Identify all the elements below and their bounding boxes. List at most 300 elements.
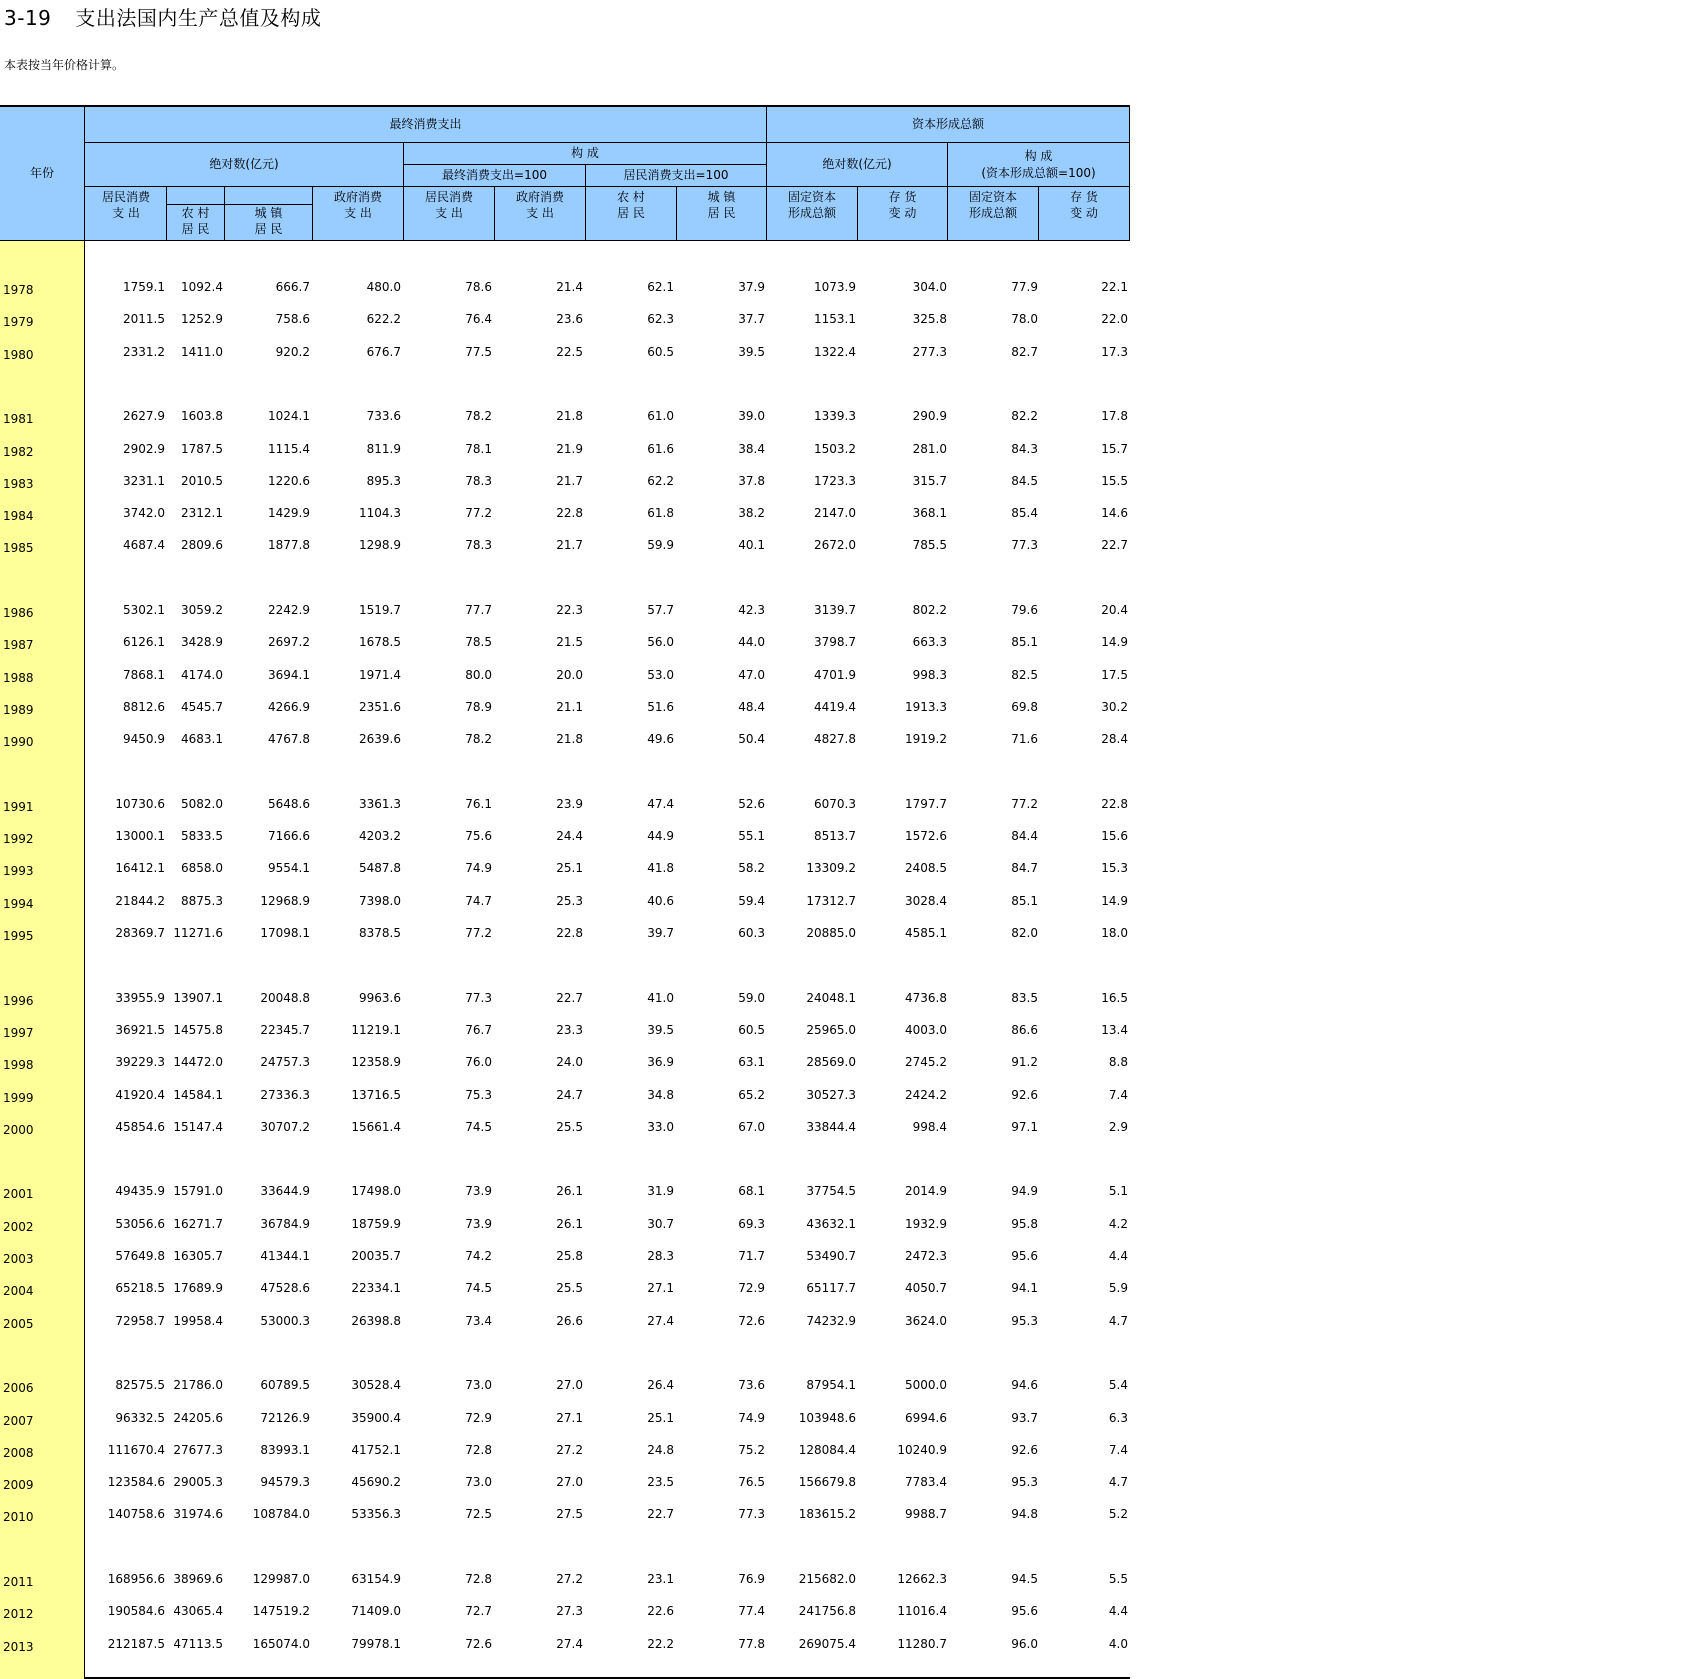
header-comp-household-line-2: 支 出 (435, 206, 463, 221)
cell-comp-rural: 36.9 (647, 1055, 674, 1070)
header-fixed-capital-line-1: 固定资本 (787, 190, 836, 204)
cell-rural: 2312.1 (181, 506, 223, 521)
cell-comp-household: 72.5 (465, 1507, 492, 1522)
cell-comp-urban: 42.3 (738, 603, 765, 617)
cell-comp-urban: 77.3 (738, 1507, 765, 1522)
cell-inventory: 368.1 (912, 506, 947, 521)
cell-government: 5487.8 (359, 861, 401, 876)
cell-comp-government: 22.3 (556, 603, 583, 617)
cell-comp-urban: 63.1 (738, 1055, 765, 1070)
cell-comp-rural: 61.0 (647, 409, 674, 424)
cell-comp-fixed: 95.6 (1011, 1604, 1038, 1619)
cell-urban: 147519.2 (252, 1604, 310, 1619)
cell-inventory: 3028.4 (905, 893, 947, 908)
cell-comp-inventory: 20.4 (1101, 603, 1128, 617)
cell-urban: 20048.8 (260, 990, 310, 1005)
cell-rural: 1092.4 (181, 280, 223, 294)
header-fc-comp-total-base-line-1: 最终消费支出=100 (442, 168, 547, 183)
cell-comp-fixed: 94.6 (1011, 1378, 1038, 1393)
cell-comp-urban: 59.0 (738, 990, 765, 1005)
cell-government: 811.9 (366, 441, 401, 456)
cell-comp-rural: 61.8 (647, 506, 674, 521)
cell-fixed-capital: 20885.0 (806, 926, 856, 940)
cell-rural: 3428.9 (181, 635, 223, 650)
cell-household: 9450.9 (123, 732, 165, 747)
cell-government: 3361.3 (359, 796, 401, 811)
cell-comp-government: 21.1 (556, 699, 583, 714)
cell-comp-urban: 72.9 (738, 1281, 765, 1296)
table-row (0, 1572, 1130, 1590)
row-year: 1993 (3, 864, 34, 879)
cell-comp-urban: 37.7 (738, 312, 765, 327)
cell-comp-rural: 62.1 (647, 280, 674, 294)
cell-rural: 31974.6 (173, 1507, 223, 1522)
cell-comp-household: 77.3 (465, 990, 492, 1005)
header-comp-government (495, 187, 586, 241)
table-row (0, 1411, 1130, 1429)
cell-comp-urban: 76.5 (738, 1475, 765, 1490)
cell-comp-inventory: 7.4 (1108, 1087, 1128, 1102)
cell-inventory: 315.7 (912, 473, 947, 488)
header-cf-absolute (767, 143, 948, 187)
cell-urban: 666.7 (275, 280, 310, 294)
table-row (0, 894, 1130, 912)
cell-urban: 41344.1 (260, 1249, 310, 1263)
cell-comp-rural: 57.7 (647, 603, 674, 617)
cell-household: 21844.2 (115, 893, 165, 908)
cell-household: 49435.9 (115, 1184, 165, 1199)
header-comp-inventory-line-2: 变 动 (1070, 206, 1098, 221)
cell-comp-fixed: 94.5 (1011, 1572, 1038, 1586)
header-fc-comp-household-base-line-1: 居民消费支出=100 (623, 168, 729, 183)
cell-urban: 27336.3 (260, 1087, 310, 1102)
cell-rural: 14575.8 (173, 1022, 223, 1037)
header-comp-fixed-capital-line-1: 固定资本 (968, 190, 1017, 204)
cell-comp-government: 21.8 (556, 732, 583, 747)
cell-comp-inventory: 22.0 (1101, 312, 1128, 327)
header-comp-inventory-line-1: 存 货 (1070, 190, 1098, 204)
cell-comp-urban: 40.1 (738, 538, 765, 553)
cell-comp-inventory: 14.9 (1101, 893, 1128, 908)
header-fc-composition-line-1: 构 成 (571, 146, 599, 161)
header-fc-comp-total-base (404, 165, 586, 187)
cell-household: 65218.5 (115, 1281, 165, 1296)
cell-comp-government: 21.5 (556, 635, 583, 650)
cell-comp-fixed: 84.5 (1011, 473, 1038, 488)
table-title-text: 支出法国内生产总值及构成 (75, 6, 322, 30)
row-year: 1978 (3, 283, 34, 297)
header-comp-household (404, 187, 495, 241)
cell-comp-inventory: 15.5 (1101, 473, 1128, 488)
cell-comp-household: 74.5 (465, 1281, 492, 1296)
cell-comp-fixed: 71.6 (1011, 732, 1038, 747)
cell-comp-household: 73.9 (465, 1216, 492, 1231)
cell-rural: 4174.0 (181, 667, 223, 682)
row-year: 1980 (3, 347, 34, 362)
table-row (0, 1637, 1130, 1655)
cell-rural: 11271.6 (173, 926, 223, 940)
cell-comp-urban: 55.1 (738, 829, 765, 844)
cell-household: 57649.8 (115, 1249, 165, 1263)
cell-inventory: 4736.8 (905, 990, 947, 1005)
cell-government: 7398.0 (359, 893, 401, 908)
cell-rural: 15791.0 (173, 1184, 223, 1199)
cell-comp-household: 78.5 (465, 635, 492, 650)
cell-comp-rural: 27.1 (647, 1281, 674, 1296)
cell-urban: 94579.3 (260, 1475, 310, 1490)
cell-comp-rural: 31.9 (647, 1184, 674, 1199)
table-number: 3-19 (4, 6, 52, 30)
cell-inventory: 2424.2 (905, 1087, 947, 1102)
cell-comp-household: 76.1 (465, 796, 492, 811)
cell-comp-urban: 77.4 (738, 1604, 765, 1619)
table-row (0, 312, 1130, 330)
cell-comp-urban: 52.6 (738, 796, 765, 811)
cell-comp-rural: 62.3 (647, 312, 674, 327)
header-inventory-line-2: 变 动 (888, 206, 917, 221)
cell-comp-household: 73.4 (465, 1313, 492, 1328)
cell-inventory: 9988.7 (905, 1507, 947, 1522)
cell-urban: 4266.9 (268, 699, 310, 714)
cell-household: 111670.4 (107, 1442, 165, 1457)
table-row (0, 603, 1130, 621)
cell-comp-urban: 60.5 (738, 1022, 765, 1037)
cell-comp-fixed: 77.3 (1011, 538, 1038, 553)
cell-comp-fixed: 95.3 (1011, 1475, 1038, 1490)
cell-comp-fixed: 84.7 (1011, 861, 1038, 876)
cell-comp-urban: 50.4 (738, 732, 765, 747)
header-rural (167, 187, 225, 241)
cell-urban: 108784.0 (252, 1507, 310, 1522)
cell-comp-household: 77.2 (465, 926, 492, 940)
table-row (0, 668, 1130, 686)
cell-household: 16412.1 (115, 861, 165, 876)
cell-comp-rural: 53.0 (647, 667, 674, 682)
cell-household: 3231.1 (123, 473, 165, 488)
cell-fixed-capital: 2147.0 (814, 506, 856, 521)
cell-rural: 13907.1 (173, 990, 223, 1005)
cell-rural: 5082.0 (181, 796, 223, 811)
row-year: 2000 (3, 1122, 34, 1137)
table-row (0, 1475, 1130, 1493)
cell-comp-inventory: 5.1 (1108, 1184, 1128, 1199)
cell-fixed-capital: 25965.0 (806, 1022, 856, 1037)
cell-comp-urban: 73.6 (738, 1378, 765, 1393)
cell-comp-urban: 77.8 (738, 1636, 765, 1651)
cell-household: 13000.1 (115, 829, 165, 844)
cell-comp-fixed: 85.4 (1011, 506, 1038, 521)
cell-comp-household: 78.9 (465, 699, 492, 714)
cell-rural: 2809.6 (181, 538, 223, 553)
cell-fixed-capital: 1339.3 (814, 409, 856, 424)
row-year: 1988 (3, 670, 34, 685)
cell-household: 53056.6 (115, 1216, 165, 1231)
cell-comp-inventory: 30.2 (1101, 699, 1128, 714)
table-header (0, 105, 1130, 241)
cell-comp-inventory: 17.8 (1101, 409, 1128, 424)
table-title (4, 2, 321, 31)
cell-inventory: 2408.5 (905, 861, 947, 876)
cell-urban: 7166.6 (268, 829, 310, 844)
cell-comp-rural: 56.0 (647, 635, 674, 650)
cell-fixed-capital: 65117.7 (806, 1281, 856, 1296)
cell-fixed-capital: 241756.8 (798, 1604, 856, 1619)
cell-fixed-capital: 8513.7 (814, 829, 856, 844)
cell-comp-inventory: 17.5 (1101, 667, 1128, 682)
table-row (0, 1378, 1130, 1396)
cell-rural: 1252.9 (181, 312, 223, 327)
cell-rural: 14472.0 (173, 1055, 223, 1070)
table-row (0, 538, 1130, 556)
cell-inventory: 3624.0 (905, 1313, 947, 1328)
cell-inventory: 281.0 (912, 441, 947, 456)
row-year: 1981 (3, 412, 34, 427)
cell-comp-fixed: 91.2 (1011, 1055, 1038, 1070)
cell-inventory: 4003.0 (905, 1022, 947, 1037)
cell-comp-government: 27.1 (556, 1410, 583, 1425)
cell-rural: 1603.8 (181, 409, 223, 424)
cell-urban: 36784.9 (260, 1216, 310, 1231)
cell-rural: 43065.4 (173, 1604, 223, 1619)
cell-inventory: 11016.4 (897, 1604, 947, 1619)
row-year: 1998 (3, 1058, 34, 1073)
header-urban-line-1: 城 镇 (254, 206, 283, 220)
cell-comp-urban: 39.5 (738, 344, 765, 359)
cell-inventory: 663.3 (912, 635, 947, 650)
cell-comp-fixed: 96.0 (1011, 1636, 1038, 1651)
cell-comp-government: 27.5 (556, 1507, 583, 1522)
cell-urban: 83993.1 (260, 1442, 310, 1457)
cell-comp-urban: 48.4 (738, 699, 765, 714)
cell-comp-fixed: 92.6 (1011, 1442, 1038, 1457)
cell-household: 36921.5 (115, 1022, 165, 1037)
table-row (0, 635, 1130, 653)
cell-comp-household: 77.7 (465, 603, 492, 617)
table-row (0, 1088, 1130, 1106)
cell-comp-household: 76.0 (465, 1055, 492, 1070)
cell-government: 1519.7 (359, 603, 401, 617)
header-fc-comp-household-base (586, 165, 767, 187)
cell-urban: 2697.2 (268, 635, 310, 650)
table-row (0, 1184, 1130, 1202)
cell-government: 79978.1 (351, 1636, 401, 1651)
cell-fixed-capital: 4701.9 (814, 667, 856, 682)
cell-government: 53356.3 (351, 1507, 401, 1522)
cell-comp-urban: 38.2 (738, 506, 765, 521)
cell-comp-inventory: 5.4 (1108, 1378, 1128, 1393)
cell-comp-rural: 27.4 (647, 1313, 674, 1328)
header-comp-urban (677, 187, 767, 241)
header-year (0, 105, 85, 241)
cell-comp-inventory: 5.9 (1108, 1281, 1128, 1296)
cell-government: 45690.2 (351, 1475, 401, 1490)
cell-rural: 1787.5 (181, 441, 223, 456)
table-row (0, 1120, 1130, 1138)
cell-comp-government: 25.8 (556, 1249, 583, 1263)
cell-urban: 53000.3 (260, 1313, 310, 1328)
cell-comp-urban: 69.3 (738, 1216, 765, 1231)
header-fixed-capital (767, 187, 858, 241)
cell-fixed-capital: 87954.1 (806, 1378, 856, 1393)
cell-comp-inventory: 15.3 (1101, 861, 1128, 876)
cell-rural: 5833.5 (181, 829, 223, 844)
cell-government: 12358.9 (351, 1055, 401, 1070)
cell-fixed-capital: 2672.0 (814, 538, 856, 553)
cell-fixed-capital: 24048.1 (806, 990, 856, 1005)
cell-comp-rural: 41.8 (647, 861, 674, 876)
table-row (0, 1055, 1130, 1073)
cell-comp-fixed: 93.7 (1011, 1410, 1038, 1425)
header-cf-composition (948, 143, 1130, 187)
cell-government: 63154.9 (351, 1572, 401, 1586)
cell-comp-household: 72.7 (465, 1604, 492, 1619)
cell-fixed-capital: 1073.9 (814, 280, 856, 294)
cell-household: 123584.6 (107, 1475, 165, 1490)
cell-urban: 24757.3 (260, 1055, 310, 1070)
cell-household: 1759.1 (123, 280, 165, 294)
cell-inventory: 998.3 (912, 667, 947, 682)
cell-government: 41752.1 (351, 1442, 401, 1457)
cell-comp-household: 80.0 (465, 667, 492, 682)
header-final-consumption-line-1: 最终消费支出 (389, 117, 462, 132)
header-comp-fixed-capital (948, 187, 1039, 241)
cell-household: 8812.6 (123, 699, 165, 714)
cell-comp-rural: 39.7 (647, 926, 674, 940)
cell-comp-inventory: 22.7 (1101, 538, 1128, 553)
cell-urban: 1220.6 (268, 473, 310, 488)
row-year: 1999 (3, 1090, 34, 1105)
cell-comp-rural: 26.4 (647, 1378, 674, 1393)
cell-government: 26398.8 (351, 1313, 401, 1328)
cell-government: 676.7 (366, 344, 401, 359)
cell-government: 480.0 (366, 280, 401, 294)
cell-comp-fixed: 95.3 (1011, 1313, 1038, 1328)
cell-comp-rural: 22.7 (647, 1507, 674, 1522)
cell-household: 140758.6 (107, 1507, 165, 1522)
cell-household: 39229.3 (115, 1055, 165, 1070)
cell-comp-household: 72.8 (465, 1442, 492, 1457)
table-row (0, 1443, 1130, 1461)
cell-comp-urban: 60.3 (738, 926, 765, 940)
cell-comp-fixed: 86.6 (1011, 1022, 1038, 1037)
cell-comp-rural: 22.2 (647, 1636, 674, 1651)
cell-government: 22334.1 (351, 1281, 401, 1296)
cell-household: 41920.4 (115, 1087, 165, 1102)
cell-inventory: 1919.2 (905, 732, 947, 747)
cell-government: 895.3 (366, 473, 401, 488)
cell-comp-urban: 58.2 (738, 861, 765, 876)
row-year: 1989 (3, 702, 34, 717)
cell-urban: 12968.9 (260, 893, 310, 908)
cell-comp-inventory: 15.7 (1101, 441, 1128, 456)
cell-fixed-capital: 3139.7 (814, 603, 856, 617)
cell-rural: 27677.3 (173, 1442, 223, 1457)
cell-inventory: 11280.7 (897, 1636, 947, 1651)
cell-comp-fixed: 82.2 (1011, 409, 1038, 424)
cell-household: 72958.7 (115, 1313, 165, 1328)
cell-comp-inventory: 22.8 (1101, 796, 1128, 811)
cell-comp-household: 73.9 (465, 1184, 492, 1199)
cell-comp-government: 26.6 (556, 1313, 583, 1328)
cell-government: 1104.3 (359, 506, 401, 521)
cell-comp-rural: 33.0 (647, 1119, 674, 1134)
cell-comp-fixed: 83.5 (1011, 990, 1038, 1005)
cell-household: 4687.4 (123, 538, 165, 553)
cell-comp-government: 26.1 (556, 1184, 583, 1199)
cell-rural: 6858.0 (181, 861, 223, 876)
cell-comp-household: 77.2 (465, 506, 492, 521)
cell-rural: 47113.5 (173, 1636, 223, 1651)
header-capital-formation-line-1: 资本形成总额 (911, 117, 984, 132)
header-urban (225, 187, 313, 241)
header-cf-absolute-line-1: 绝对数(亿元) (822, 157, 892, 172)
header-comp-inventory (1039, 187, 1130, 241)
header-comp-government-line-1: 政府消费 (515, 190, 564, 204)
cell-inventory: 304.0 (912, 280, 947, 294)
cell-comp-rural: 24.8 (647, 1442, 674, 1457)
cell-comp-government: 27.0 (556, 1378, 583, 1393)
table-row (0, 926, 1130, 944)
cell-household: 3742.0 (123, 506, 165, 521)
cell-government: 30528.4 (351, 1378, 401, 1393)
cell-fixed-capital: 13309.2 (806, 861, 856, 876)
row-year: 1979 (3, 315, 34, 330)
cell-urban: 72126.9 (260, 1410, 310, 1425)
cell-rural: 4545.7 (181, 699, 223, 714)
row-year: 2005 (3, 1316, 34, 1331)
table-row (0, 1604, 1130, 1622)
cell-urban: 33644.9 (260, 1184, 310, 1199)
cell-inventory: 6994.6 (905, 1410, 947, 1425)
cell-comp-urban: 47.0 (738, 667, 765, 682)
header-government-line-1: 政府消费 (333, 190, 382, 204)
cell-government: 8378.5 (359, 926, 401, 940)
cell-rural: 17689.9 (173, 1281, 223, 1296)
cell-fixed-capital: 43632.1 (806, 1216, 856, 1231)
cell-comp-household: 72.6 (465, 1636, 492, 1651)
cell-inventory: 10240.9 (897, 1442, 947, 1457)
cell-urban: 129987.0 (252, 1572, 310, 1586)
header-inventory (858, 187, 948, 241)
cell-comp-household: 78.3 (465, 538, 492, 553)
cell-fixed-capital: 183615.2 (798, 1507, 856, 1522)
table-row (0, 1314, 1130, 1332)
cell-rural: 15147.4 (173, 1119, 223, 1134)
row-year: 2001 (3, 1187, 34, 1202)
cell-comp-inventory: 5.5 (1108, 1572, 1128, 1586)
cell-government: 2639.6 (359, 732, 401, 747)
cell-comp-government: 21.8 (556, 409, 583, 424)
cell-urban: 9554.1 (268, 861, 310, 876)
header-comp-urban-line-1: 城 镇 (707, 190, 736, 204)
cell-fixed-capital: 103948.6 (798, 1410, 856, 1425)
cell-household: 2331.2 (123, 344, 165, 359)
cell-comp-household: 74.5 (465, 1119, 492, 1134)
cell-fixed-capital: 6070.3 (814, 796, 856, 811)
cell-inventory: 1572.6 (905, 829, 947, 844)
header-fixed-capital-line-2: 形成总额 (787, 206, 836, 221)
cell-urban: 30707.2 (260, 1119, 310, 1134)
table-row (0, 1023, 1130, 1041)
cell-comp-household: 78.1 (465, 441, 492, 456)
header-capital-formation (767, 105, 1130, 143)
row-year: 1982 (3, 444, 34, 459)
cell-comp-government: 27.0 (556, 1475, 583, 1490)
cell-government: 15661.4 (351, 1119, 401, 1134)
cell-comp-government: 21.9 (556, 441, 583, 456)
cell-household: 7868.1 (123, 667, 165, 682)
table-row (0, 1281, 1130, 1299)
